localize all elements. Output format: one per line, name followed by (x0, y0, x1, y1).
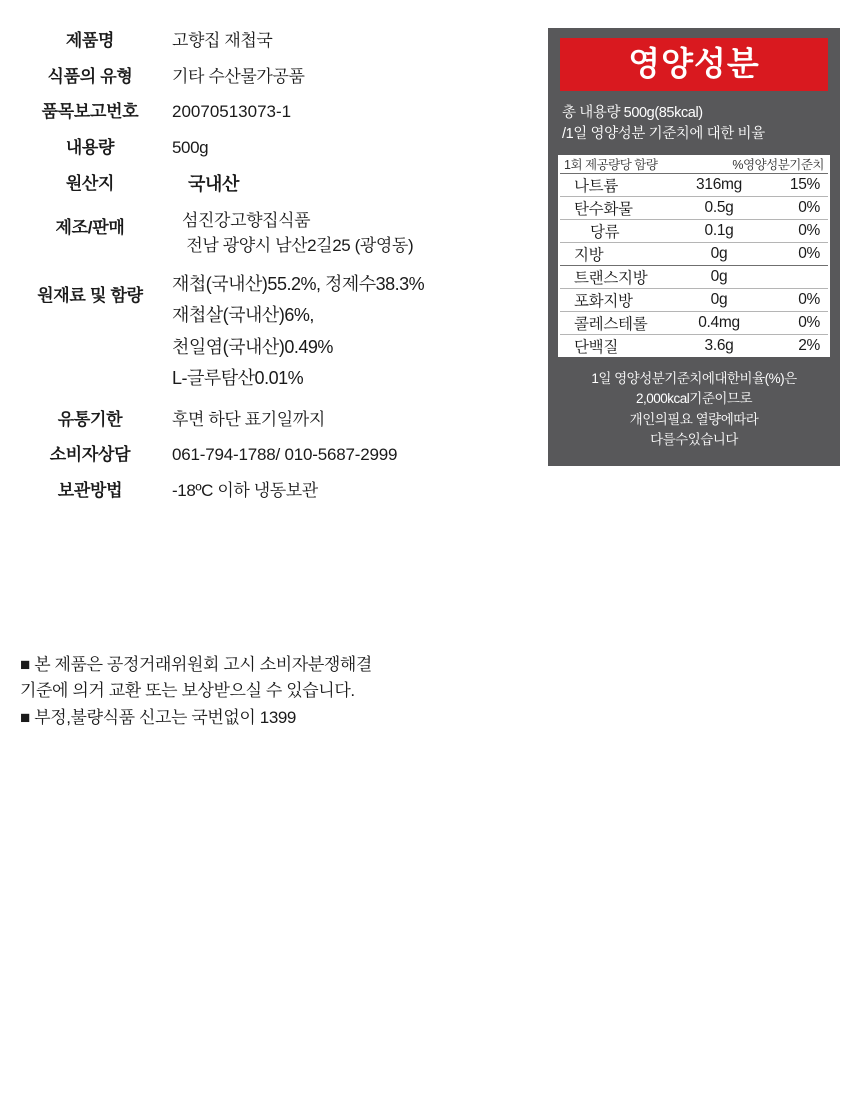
info-value-food-type (160, 64, 540, 90)
info-row-report-number (20, 99, 540, 125)
nutrient-percent: 0% (762, 197, 828, 220)
info-value-line: 고향집 재첩국 (172, 31, 273, 50)
info-row-net-weight (20, 135, 540, 161)
nutrition-title-box (560, 38, 828, 91)
info-value-product-name (160, 28, 540, 54)
nutrient-name: 트랜스지방 (560, 266, 676, 289)
nutrition-footnote-line: 1일 영양성분기준치에대한비율(%)은 (591, 371, 797, 387)
info-value-line: 500g (172, 137, 209, 157)
table-row (560, 174, 828, 197)
nutrition-table-wrapper (558, 155, 830, 357)
nutrient-percent: 0% (762, 289, 828, 312)
nutrient-percent: 0% (762, 220, 828, 243)
info-value-origin (160, 171, 540, 198)
info-value-line: 섬진강고향집식품 (182, 210, 311, 230)
footer-note-line: 기준에 의거 교환 또는 보상받으실 수 있습니다. (20, 681, 355, 701)
nutrition-title: 영양성분 (628, 45, 760, 82)
info-label-food-type: 식품의 유형 (47, 66, 133, 86)
info-row-customer-service (20, 442, 540, 468)
info-value-storage (160, 478, 540, 504)
nutrient-percent: 15% (762, 174, 828, 197)
nutrition-facts-panel (548, 28, 840, 466)
info-row-origin (20, 171, 540, 198)
nutrient-amount: 0g (676, 266, 762, 289)
info-value-customer-service (160, 442, 540, 468)
table-row (560, 197, 828, 220)
nutrition-table-header (560, 155, 828, 174)
nutrient-percent (762, 266, 828, 289)
table-row (560, 312, 828, 335)
nutrition-serving-line: /1일 영양성분 기준치에 대한 비율 (562, 126, 765, 143)
info-value-line: 전남 광양시 남산2길25 (광영동) (182, 236, 414, 256)
info-value-line: 061-794-1788/ 010-5687-2999 (172, 445, 398, 465)
table-row (560, 220, 828, 243)
nutrient-percent: 2% (798, 337, 820, 355)
info-value-manufacturer (160, 208, 540, 259)
info-label-expiry: 유통기한 (57, 409, 123, 429)
nutrient-amount: 316mg (676, 174, 762, 197)
table-row (560, 289, 828, 312)
info-label-line: 원재료 (37, 285, 86, 305)
nutrient-amount: 0g (676, 243, 762, 266)
info-label-product-name: 제품명 (65, 31, 115, 50)
nutrient-name: 나트륨 (560, 174, 676, 197)
nutrient-percent: 0% (762, 312, 828, 335)
info-label-customer-service: 소비자상담 (49, 445, 131, 465)
table-row (560, 243, 828, 266)
nutrition-table (560, 155, 828, 357)
nutrition-header-amount-label: 1회 제공량당 함량 (560, 155, 676, 174)
info-label-storage: 보관방법 (57, 480, 123, 500)
info-value-net-weight (160, 135, 540, 161)
nutrient-name: 포화지방 (560, 289, 676, 312)
nutrition-serving-line: 총 내용량 500g(85kcal) (562, 105, 703, 121)
info-row-storage (20, 478, 540, 504)
info-label-ingredients (20, 269, 160, 309)
nutrient-name: 당류 (560, 220, 676, 243)
nutrient-amount: 0.5g (676, 197, 762, 220)
info-value-ingredients (160, 269, 540, 395)
nutrition-serving-info (548, 91, 840, 155)
info-label-report-number: 품목보고번호 (41, 102, 139, 122)
nutrient-name: 탄수화물 (560, 197, 676, 220)
info-label-line: 및 함량 (90, 285, 143, 305)
info-value-line: 후면 하단 표기일까지 (172, 409, 325, 429)
info-value-line: 국내산 (188, 173, 239, 194)
info-value-line: 천일염(국내산)0.49% (172, 336, 333, 357)
info-row-food-type (20, 64, 540, 90)
table-row (560, 266, 828, 289)
info-value-line: 재첩살(국내산)6%, (172, 305, 314, 326)
nutrient-amount: 0.1g (676, 220, 762, 243)
footer-note-line: ■ 부정,불량식품 신고는 국번없이 1399 (20, 707, 296, 727)
product-info-table (20, 28, 540, 513)
nutrition-footnote-line: 개인의필요 열량에따라 (629, 411, 759, 427)
nutrition-footnote (548, 357, 840, 466)
info-label-net-weight: 내용량 (65, 137, 115, 157)
nutrient-amount: 3.6g (704, 337, 734, 355)
info-value-line: -18ºC 이하 냉동보관 (172, 480, 318, 500)
info-label-origin: 원산지 (65, 173, 115, 193)
footer-note-line: ■ 본 제품은 공정거래위원회 고시 소비자분쟁해결 (20, 655, 372, 674)
info-row-manufacturer (20, 208, 540, 259)
nutrition-footnote-line: 다를수있습니다 (650, 431, 738, 447)
nutrition-footnote-line: 2,000kcal기준이므로 (636, 391, 752, 407)
footer-notes (20, 652, 540, 731)
nutrient-name: 콜레스테롤 (560, 312, 676, 335)
info-row-expiry (20, 407, 540, 433)
nutrition-header-pct-label: %영양성분기준치 (676, 155, 828, 174)
nutrient-amount: 0g (676, 289, 762, 312)
table-row (560, 335, 828, 358)
info-value-line: 재첩(국내산)55.2%, 정제수38.3% (172, 273, 425, 294)
info-label-manufacturer: 제조/판매 (55, 217, 125, 237)
nutrient-amount: 0.4mg (676, 312, 762, 335)
info-row-product-name (20, 28, 540, 54)
info-value-line: 20070513073-1 (172, 102, 292, 122)
info-value-line: L-글루탐산0.01% (172, 368, 304, 389)
info-value-line: 기타 수산물가공품 (172, 66, 305, 86)
info-value-report-number (160, 99, 540, 125)
nutrient-percent: 0% (762, 243, 828, 266)
nutrient-name: 단백질 (574, 339, 619, 357)
info-value-expiry (160, 407, 540, 433)
info-row-ingredients (20, 269, 540, 395)
nutrient-name: 지방 (560, 243, 676, 266)
